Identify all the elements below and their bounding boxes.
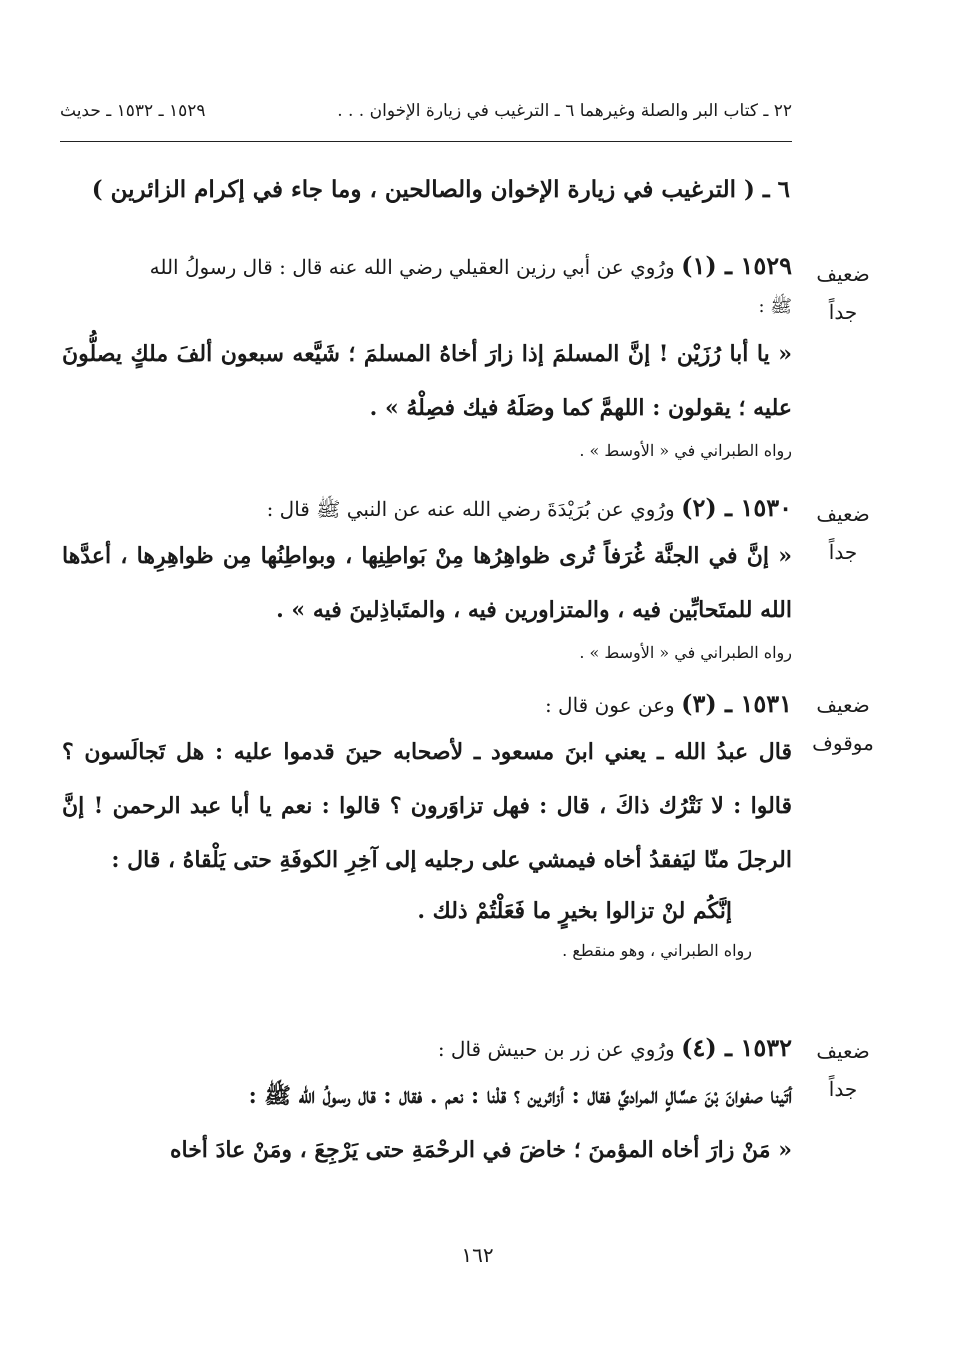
grade-label (803, 1032, 883, 1108)
grade-line: ضعيف (816, 502, 870, 526)
grade-label (803, 495, 883, 571)
hadith-range: ١٥٢٩ ـ ١٥٣٢ ـ حديث (60, 101, 206, 121)
hadith-text-continued: « مَنْ زارَ أخاه المؤمنَ ؛ خاضَ في الرحْمَةِ حتى يَرْجِعَ ، ومَنْ عادَ أخاه (169, 1137, 792, 1163)
hadith-text: « إنَّ في الجنَّة غُرَفاً تُرى ظواهِرُها مِنْ بَواطِنِها ، وبواطِنُها مِن ظواهِرِها ، أعدَّها الله للمتَحابِّين فيه ، والمتزاورين فيه ، والمتَباذِلينَ فيه » . (62, 543, 792, 623)
hadith-number: ١٥٣٢ ـ (٤) (681, 1033, 792, 1062)
hadith-intro (62, 1028, 792, 1069)
hadith-entry (62, 488, 792, 669)
grade-line: ضعيف (816, 1039, 870, 1063)
grade-line: جداً (828, 540, 858, 564)
grade-line: ضعيف (816, 693, 870, 717)
hadith-entry (62, 1028, 792, 1177)
grade-line: جداً (828, 1077, 858, 1101)
hadith-number: ١٥٣٠ ـ (٢) (681, 493, 792, 522)
grade-label (803, 686, 883, 762)
hadith-chain: ورُوي عن أبي رزين العقيلي رضي الله عنه قال : قال رسولُ الله (149, 255, 675, 279)
grade-line: جداً (828, 300, 858, 324)
grade-line: ضعيف (816, 262, 870, 286)
hadith-quote: إنَّكُم لنْ تزالوا بخيرٍ ما فَعَلْتُمْ ذلك . (417, 898, 732, 924)
section-title: ٦ ـ ( الترغيب في زيارة الإخوان والصالحين ، وما جاء في إكرام الزائرين ) (91, 176, 790, 203)
hadith-intro (62, 684, 792, 725)
hadith-chain: ورُوي عن بُرَيْدَةَ رضي الله عنه عن النبي ﷺ قال : (266, 497, 675, 521)
header-divider (60, 141, 792, 142)
page-number: ١٦٢ (461, 1243, 494, 1267)
hadith-entry (62, 246, 792, 467)
hadith-entry (62, 684, 792, 967)
hadith-number: ١٥٢٩ ـ (١) (681, 251, 792, 280)
hadith-source: رواه الطبراني في « الأوسط » . (579, 441, 792, 460)
hadith-intro (62, 246, 792, 287)
salutation: ﷺ : (758, 296, 792, 317)
hadith-text: « يا أبا رُزَيْن ! إنَّ المسلمَ إذا زارَ أخاهُ المسلمَ ؛ شَيَّعه سبعون ألفَ ملكٍ يصلُّونَ عليه ؛ يقولون : اللهمَّ كما وصَلَهُ فيك فصِلْهُ » . (62, 341, 792, 421)
hadith-chain: وعن عون قال : (544, 693, 675, 717)
hadith-chain: ورُوي عن زر بن حبيش قال : (437, 1037, 675, 1061)
hadith-source: رواه الطبراني في « الأوسط » . (579, 643, 792, 662)
hadith-intro (62, 488, 792, 529)
grade-label (803, 255, 883, 331)
hadith-number: ١٥٣١ ـ (٣) (681, 689, 792, 718)
running-title: ٢٢ ـ كتاب البر والصلة وغيرهما ٦ ـ الترغيب في زيارة الإخوان . . . (337, 101, 792, 121)
hadith-text: أتَينا صفوانَ بْنَ عسَّالٍ المراديَّ فقال : أزائرين ؟ قلْنا : نعم . فقال : قال رسولُ الله ﷺ : (248, 1083, 792, 1109)
hadith-source: رواه الطبراني ، وهو منقطع . (562, 941, 752, 960)
hadith-text: قال عبدُ الله ـ يعني ابنَ مسعود ـ لأصحابه حينَ قدموا عليه : هل تَجالَسون ؟ قالوا : لا نَتْرُك ذاكَ ، قال : فهل تزاوَرون ؟ قالوا : نعم يا أبا عبد الرحمن ! إنَّ الرجلَ منّا ليَفقدُ أخاه فيمشي على رجليه إلى آخِرِ الكوفَةِ حتى يَلْقاهُ ، قال : (62, 739, 792, 873)
grade-line: موقوف (812, 731, 874, 755)
running-header (60, 96, 792, 126)
